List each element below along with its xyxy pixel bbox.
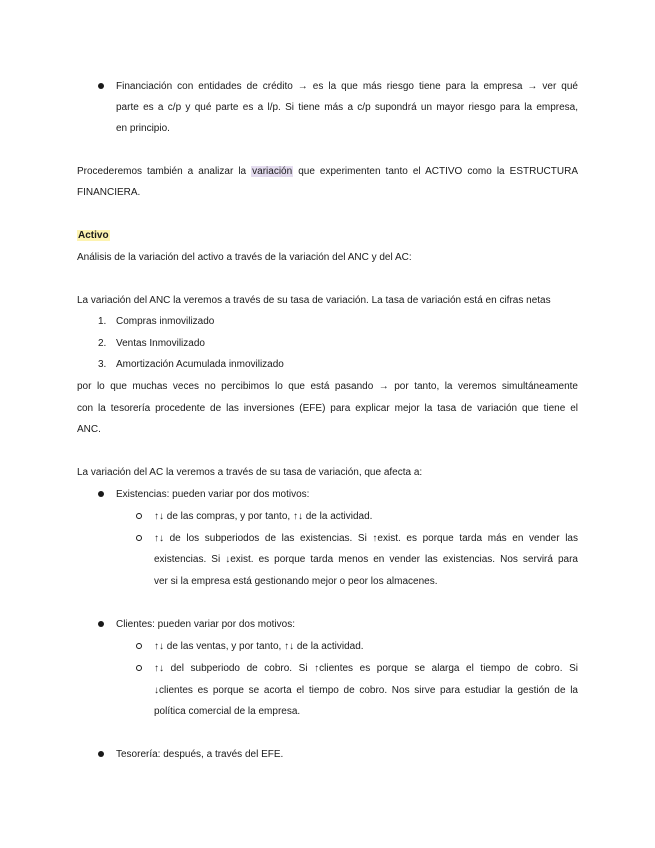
anc-list-item-2: Ventas Inmovilizado	[116, 338, 205, 349]
anc-list-item-3: Amortización Acumulada inmovilizado	[116, 359, 284, 370]
bullet-dot	[98, 621, 104, 627]
para-procederemos-line1	[77, 165, 578, 178]
clientes-label: Clientes: pueden variar por dos motivos:	[116, 619, 295, 630]
para-procederemos-line2: FINANCIERA.	[77, 187, 141, 198]
anc-list-num-3: 3.	[98, 359, 107, 370]
activo-intro: Análisis de la variación del activo a través de la variación del ANC y del AC:	[77, 252, 412, 263]
highlight-variacion: variación	[252, 166, 293, 177]
para-procederemos-pre: Procederemos también a analizar la	[77, 166, 252, 177]
sub-bullet-circle	[136, 665, 142, 671]
bullet-dot	[98, 83, 104, 89]
anc-list-num-1: 1.	[98, 316, 107, 327]
anc-follow-line2: con la tesorería procedente de las inversiones (EFE) para explicar mejor la tasa de variación que tiene el	[77, 403, 578, 414]
bullet-dot	[98, 491, 104, 497]
sub-bullet-circle	[136, 643, 142, 649]
para-procederemos-post: que experimenten tanto el ACTIVO como la ESTRUCTURA	[293, 166, 578, 177]
tesoreria-label: Tesorería: después, a través del EFE.	[116, 749, 284, 760]
bullet-financiacion-line1: Financiación con entidades de crédito → es la que más riesgo tiene para la empresa → ver qué	[116, 81, 578, 92]
clientes-sub1: ↑↓ de las ventas, y por tanto, ↑↓ de la actividad.	[154, 641, 364, 652]
ac-paragraph: La variación del AC la veremos a través de su tasa de variación, que afecta a:	[77, 467, 423, 478]
bullet-financiacion-line3: en principio.	[116, 123, 170, 134]
bullet-financiacion-line2: parte es a c/p y qué parte es a l/p. Si tiene más a c/p supondrá un mayor riesgo para la empresa,	[116, 102, 578, 113]
sub-bullet-circle	[136, 535, 142, 541]
anc-list-num-2: 2.	[98, 338, 107, 349]
sub-bullet-circle	[136, 513, 142, 519]
anc-follow-line1: por lo que muchas veces no percibimos lo que está pasando → por tanto, la veremos simultáneamente	[77, 381, 578, 392]
bullet-dot	[98, 751, 104, 757]
anc-paragraph: La variación del ANC la veremos a través de su tasa de variación. La tasa de variación está en cifras netas	[77, 295, 551, 306]
anc-follow-line3: ANC.	[77, 424, 101, 435]
existencias-label: Existencias: pueden variar por dos motivos:	[116, 489, 310, 500]
activo-heading-text: Activo	[78, 230, 109, 241]
existencias-sub2-line2: existencias. Si ↓exist. es porque tarda menos en vender las existencias. Nos servirá para	[154, 554, 578, 565]
clientes-sub2-line2: ↓clientes es porque se acorta el tiempo de cobro. Nos sirve para estudiar la gestión de la	[154, 685, 578, 696]
existencias-sub2-line1: ↑↓ de los subperiodos de las existencias. Si ↑exist. es porque tarda más en vender las	[154, 533, 578, 544]
clientes-sub2-line3: política comercial de la empresa.	[154, 706, 301, 717]
existencias-sub1: ↑↓ de las compras, y por tanto, ↑↓ de la actividad.	[154, 511, 373, 522]
existencias-sub2-line3: ver si la empresa está gestionando mejor o peor los almacenes.	[154, 576, 438, 587]
anc-list-item-1: Compras inmovilizado	[116, 316, 215, 327]
activo-heading	[77, 229, 110, 242]
clientes-sub2-line1: ↑↓ del subperiodo de cobro. Si ↑clientes es porque se alarga el tiempo de cobro. Si	[154, 663, 578, 674]
